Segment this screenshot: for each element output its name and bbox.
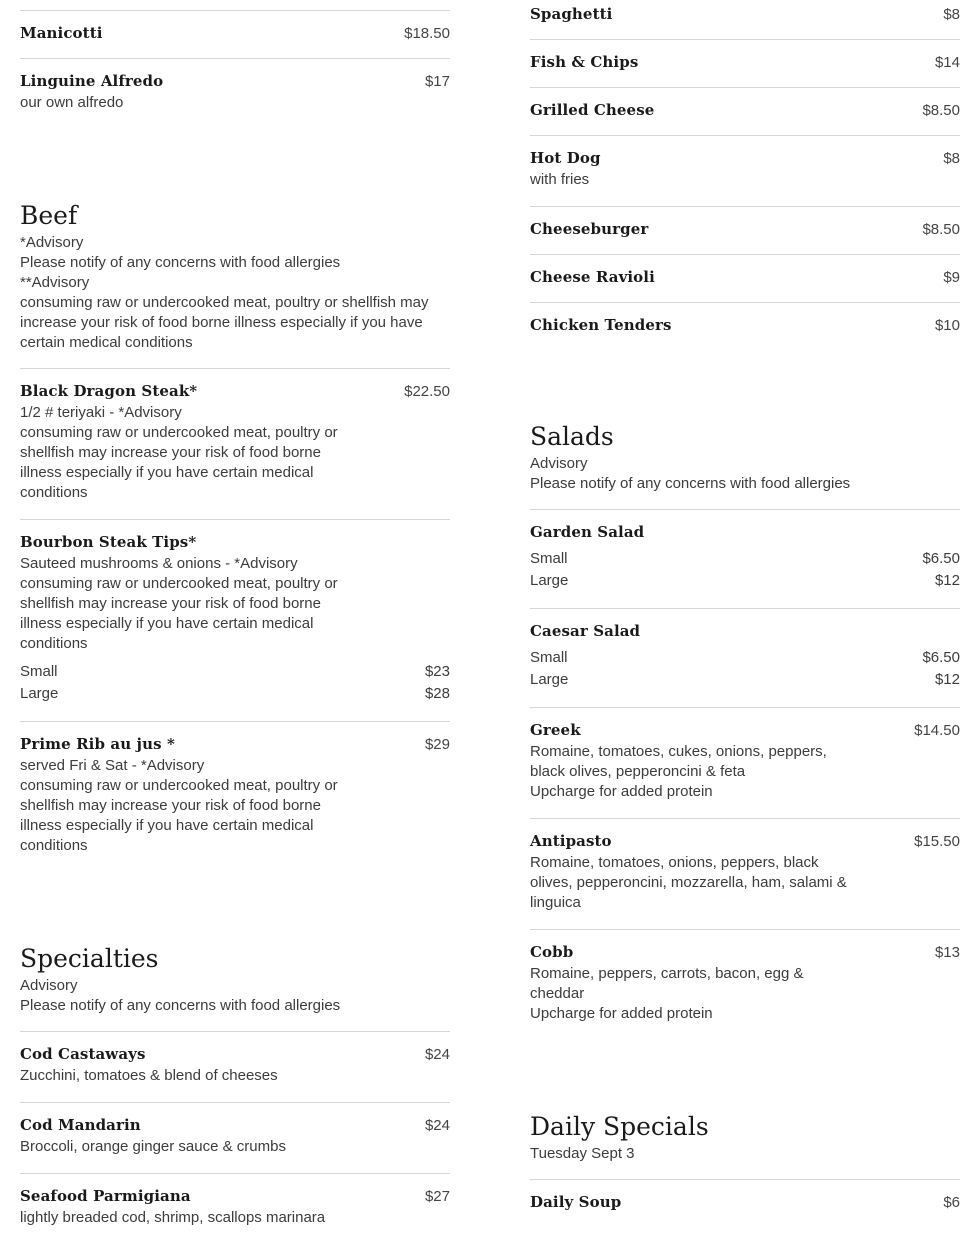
item-price: $18.50 bbox=[404, 25, 450, 42]
item-name: Cod Mandarin bbox=[20, 1116, 141, 1134]
menu-item[interactable] bbox=[530, 302, 960, 350]
item-description: served Fri & Sat - *Advisory consuming raw or undercooked meat, poultry or shellfish may increase your risk of food borne illness especially if you have certain medical conditions bbox=[20, 757, 338, 854]
menu-item[interactable] bbox=[530, 818, 960, 929]
size-label: Large bbox=[20, 685, 59, 702]
menu-item[interactable] bbox=[530, 608, 960, 707]
item-price: $8.50 bbox=[922, 102, 960, 119]
item-name: Cheese Ravioli bbox=[530, 268, 655, 286]
size-options bbox=[530, 548, 960, 592]
size-label: Small bbox=[530, 649, 568, 666]
size-price: $28 bbox=[424, 685, 450, 702]
menu-item[interactable] bbox=[530, 929, 960, 1040]
section-title: Beef bbox=[20, 201, 78, 230]
menu-item[interactable] bbox=[530, 87, 960, 135]
menu-item[interactable] bbox=[530, 1179, 960, 1227]
item-header bbox=[20, 382, 450, 400]
size-price: $12 bbox=[934, 572, 960, 589]
item-name: Antipasto bbox=[530, 832, 612, 850]
menu-item[interactable] bbox=[20, 1031, 450, 1102]
item-description: our own alfredo bbox=[20, 94, 124, 111]
item-name: Cobb bbox=[530, 943, 574, 961]
pasta-items bbox=[20, 10, 450, 129]
item-price: $8 bbox=[943, 6, 960, 23]
item-header bbox=[530, 220, 960, 238]
item-description: Broccoli, orange ginger sauce & crumbs bbox=[20, 1138, 286, 1155]
size-row[interactable] bbox=[530, 647, 960, 669]
item-header bbox=[20, 1116, 450, 1134]
item-price: $6 bbox=[943, 1194, 960, 1211]
item-header bbox=[530, 149, 960, 167]
size-row[interactable] bbox=[530, 669, 960, 691]
menu-item[interactable] bbox=[530, 707, 960, 818]
section-title: Salads bbox=[530, 422, 614, 451]
item-price: $10 bbox=[934, 317, 960, 334]
item-name: Greek bbox=[530, 721, 581, 739]
item-header bbox=[530, 523, 960, 541]
size-label: Small bbox=[20, 663, 58, 680]
menu-item[interactable] bbox=[530, 254, 960, 302]
menu-item[interactable] bbox=[530, 509, 960, 608]
item-price: $29 bbox=[424, 736, 450, 753]
item-name: Cod Castaways bbox=[20, 1045, 146, 1063]
item-price: $9 bbox=[943, 269, 960, 286]
size-options bbox=[530, 647, 960, 691]
item-header bbox=[530, 53, 960, 71]
item-name: Fish & Chips bbox=[530, 53, 639, 71]
item-description: Romaine, peppers, carrots, bacon, egg & cheddar Upcharge for added protein bbox=[530, 965, 804, 1022]
menu-item[interactable] bbox=[20, 519, 450, 721]
item-header bbox=[530, 101, 960, 119]
item-name: Chicken Tenders bbox=[530, 316, 672, 334]
size-row[interactable] bbox=[20, 683, 450, 705]
item-header bbox=[530, 832, 960, 850]
item-price: $22.50 bbox=[404, 383, 450, 400]
item-name: Manicotti bbox=[20, 24, 103, 42]
menu-left-column bbox=[20, 10, 450, 1244]
item-name: Prime Rib au jus * bbox=[20, 735, 175, 753]
item-name: Linguine Alfredo bbox=[20, 72, 164, 90]
item-price: $17 bbox=[424, 73, 450, 90]
item-header bbox=[20, 1187, 450, 1205]
item-header bbox=[530, 316, 960, 334]
item-name: Daily Soup bbox=[530, 1193, 622, 1211]
size-label: Small bbox=[530, 550, 568, 567]
item-price: $27 bbox=[424, 1188, 450, 1205]
salads-section bbox=[530, 422, 960, 1040]
section-note: *Advisory Please notify of any concerns with food allergies **Advisory consuming raw or undercooked meat, poultry or shellfish may increase your risk of food borne illness especially if you have certain medical conditions bbox=[20, 234, 429, 351]
item-name: Hot Dog bbox=[530, 149, 601, 167]
size-price: $6.50 bbox=[922, 550, 960, 567]
item-header bbox=[20, 735, 450, 753]
menu-item[interactable] bbox=[530, 0, 960, 39]
size-price: $12 bbox=[934, 671, 960, 688]
item-price: $14 bbox=[934, 54, 960, 71]
section-title: Specialties bbox=[20, 944, 159, 973]
item-header bbox=[530, 721, 960, 739]
item-name: Spaghetti bbox=[530, 5, 613, 23]
item-header bbox=[20, 72, 450, 90]
item-header bbox=[530, 1193, 960, 1211]
item-description: Zucchini, tomatoes & blend of cheeses bbox=[20, 1067, 278, 1084]
size-label: Large bbox=[530, 572, 569, 589]
menu-item[interactable] bbox=[20, 721, 450, 872]
item-name: Bourbon Steak Tips* bbox=[20, 533, 197, 551]
menu-item[interactable] bbox=[20, 1173, 450, 1244]
item-price: $15.50 bbox=[914, 833, 960, 850]
item-name: Caesar Salad bbox=[530, 622, 641, 640]
kids-items bbox=[530, 0, 960, 350]
item-name: Grilled Cheese bbox=[530, 101, 655, 119]
menu-item[interactable] bbox=[20, 1102, 450, 1173]
menu-item[interactable] bbox=[20, 368, 450, 519]
size-label: Large bbox=[530, 671, 569, 688]
item-header bbox=[20, 1045, 450, 1063]
size-price: $23 bbox=[424, 663, 450, 680]
specialties-section bbox=[20, 944, 450, 1244]
size-row[interactable] bbox=[530, 570, 960, 592]
menu-item[interactable] bbox=[20, 58, 450, 129]
section-note: Advisory Please notify of any concerns with food allergies bbox=[20, 977, 341, 1014]
menu-item[interactable] bbox=[530, 135, 960, 206]
menu-item[interactable] bbox=[530, 39, 960, 87]
item-name: Garden Salad bbox=[530, 523, 645, 541]
item-header bbox=[530, 5, 960, 23]
item-header bbox=[20, 533, 450, 551]
item-price: $24 bbox=[424, 1117, 450, 1134]
item-price: $24 bbox=[424, 1046, 450, 1063]
item-name: Seafood Parmigiana bbox=[20, 1187, 191, 1205]
item-description: lightly breaded cod, shrimp, scallops marinara bbox=[20, 1209, 326, 1226]
item-description: Sauteed mushrooms & onions - *Advisory consuming raw or undercooked meat, poultry or shellfish may increase your risk of food borne illness especially if you have certain medical conditions bbox=[20, 555, 338, 652]
item-header bbox=[530, 943, 960, 961]
menu-item[interactable] bbox=[530, 206, 960, 254]
item-price: $14.50 bbox=[914, 722, 960, 739]
item-description: Romaine, tomatoes, onions, peppers, black olives, pepperoncini, mozzarella, ham, salami & linguica bbox=[530, 854, 847, 911]
menu-item[interactable] bbox=[20, 10, 450, 58]
daily-specials-section bbox=[530, 1112, 960, 1227]
item-description: Romaine, tomatoes, cukes, onions, peppers, black olives, pepperoncini & feta Upcharge for added protein bbox=[530, 743, 827, 800]
item-description: 1/2 # teriyaki - *Advisory consuming raw or undercooked meat, poultry or shellfish may increase your risk of food borne illness especially if you have certain medical conditions bbox=[20, 404, 338, 501]
section-note: Advisory Please notify of any concerns with food allergies bbox=[530, 455, 851, 492]
size-price: $6.50 bbox=[922, 649, 960, 666]
beef-section bbox=[20, 201, 450, 872]
item-header bbox=[530, 268, 960, 286]
item-price: $13 bbox=[934, 944, 960, 961]
menu-right-column bbox=[530, 0, 960, 1227]
size-options bbox=[20, 661, 450, 705]
size-row[interactable] bbox=[20, 661, 450, 683]
section-title: Daily Specials bbox=[530, 1112, 709, 1141]
item-description: with fries bbox=[530, 171, 590, 188]
item-price: $8.50 bbox=[922, 221, 960, 238]
section-note: Tuesday Sept 3 bbox=[530, 1145, 635, 1162]
size-row[interactable] bbox=[530, 548, 960, 570]
item-name: Cheeseburger bbox=[530, 220, 649, 238]
item-header bbox=[20, 24, 450, 42]
item-price: $8 bbox=[943, 150, 960, 167]
item-header bbox=[530, 622, 960, 640]
item-name: Black Dragon Steak* bbox=[20, 382, 198, 400]
